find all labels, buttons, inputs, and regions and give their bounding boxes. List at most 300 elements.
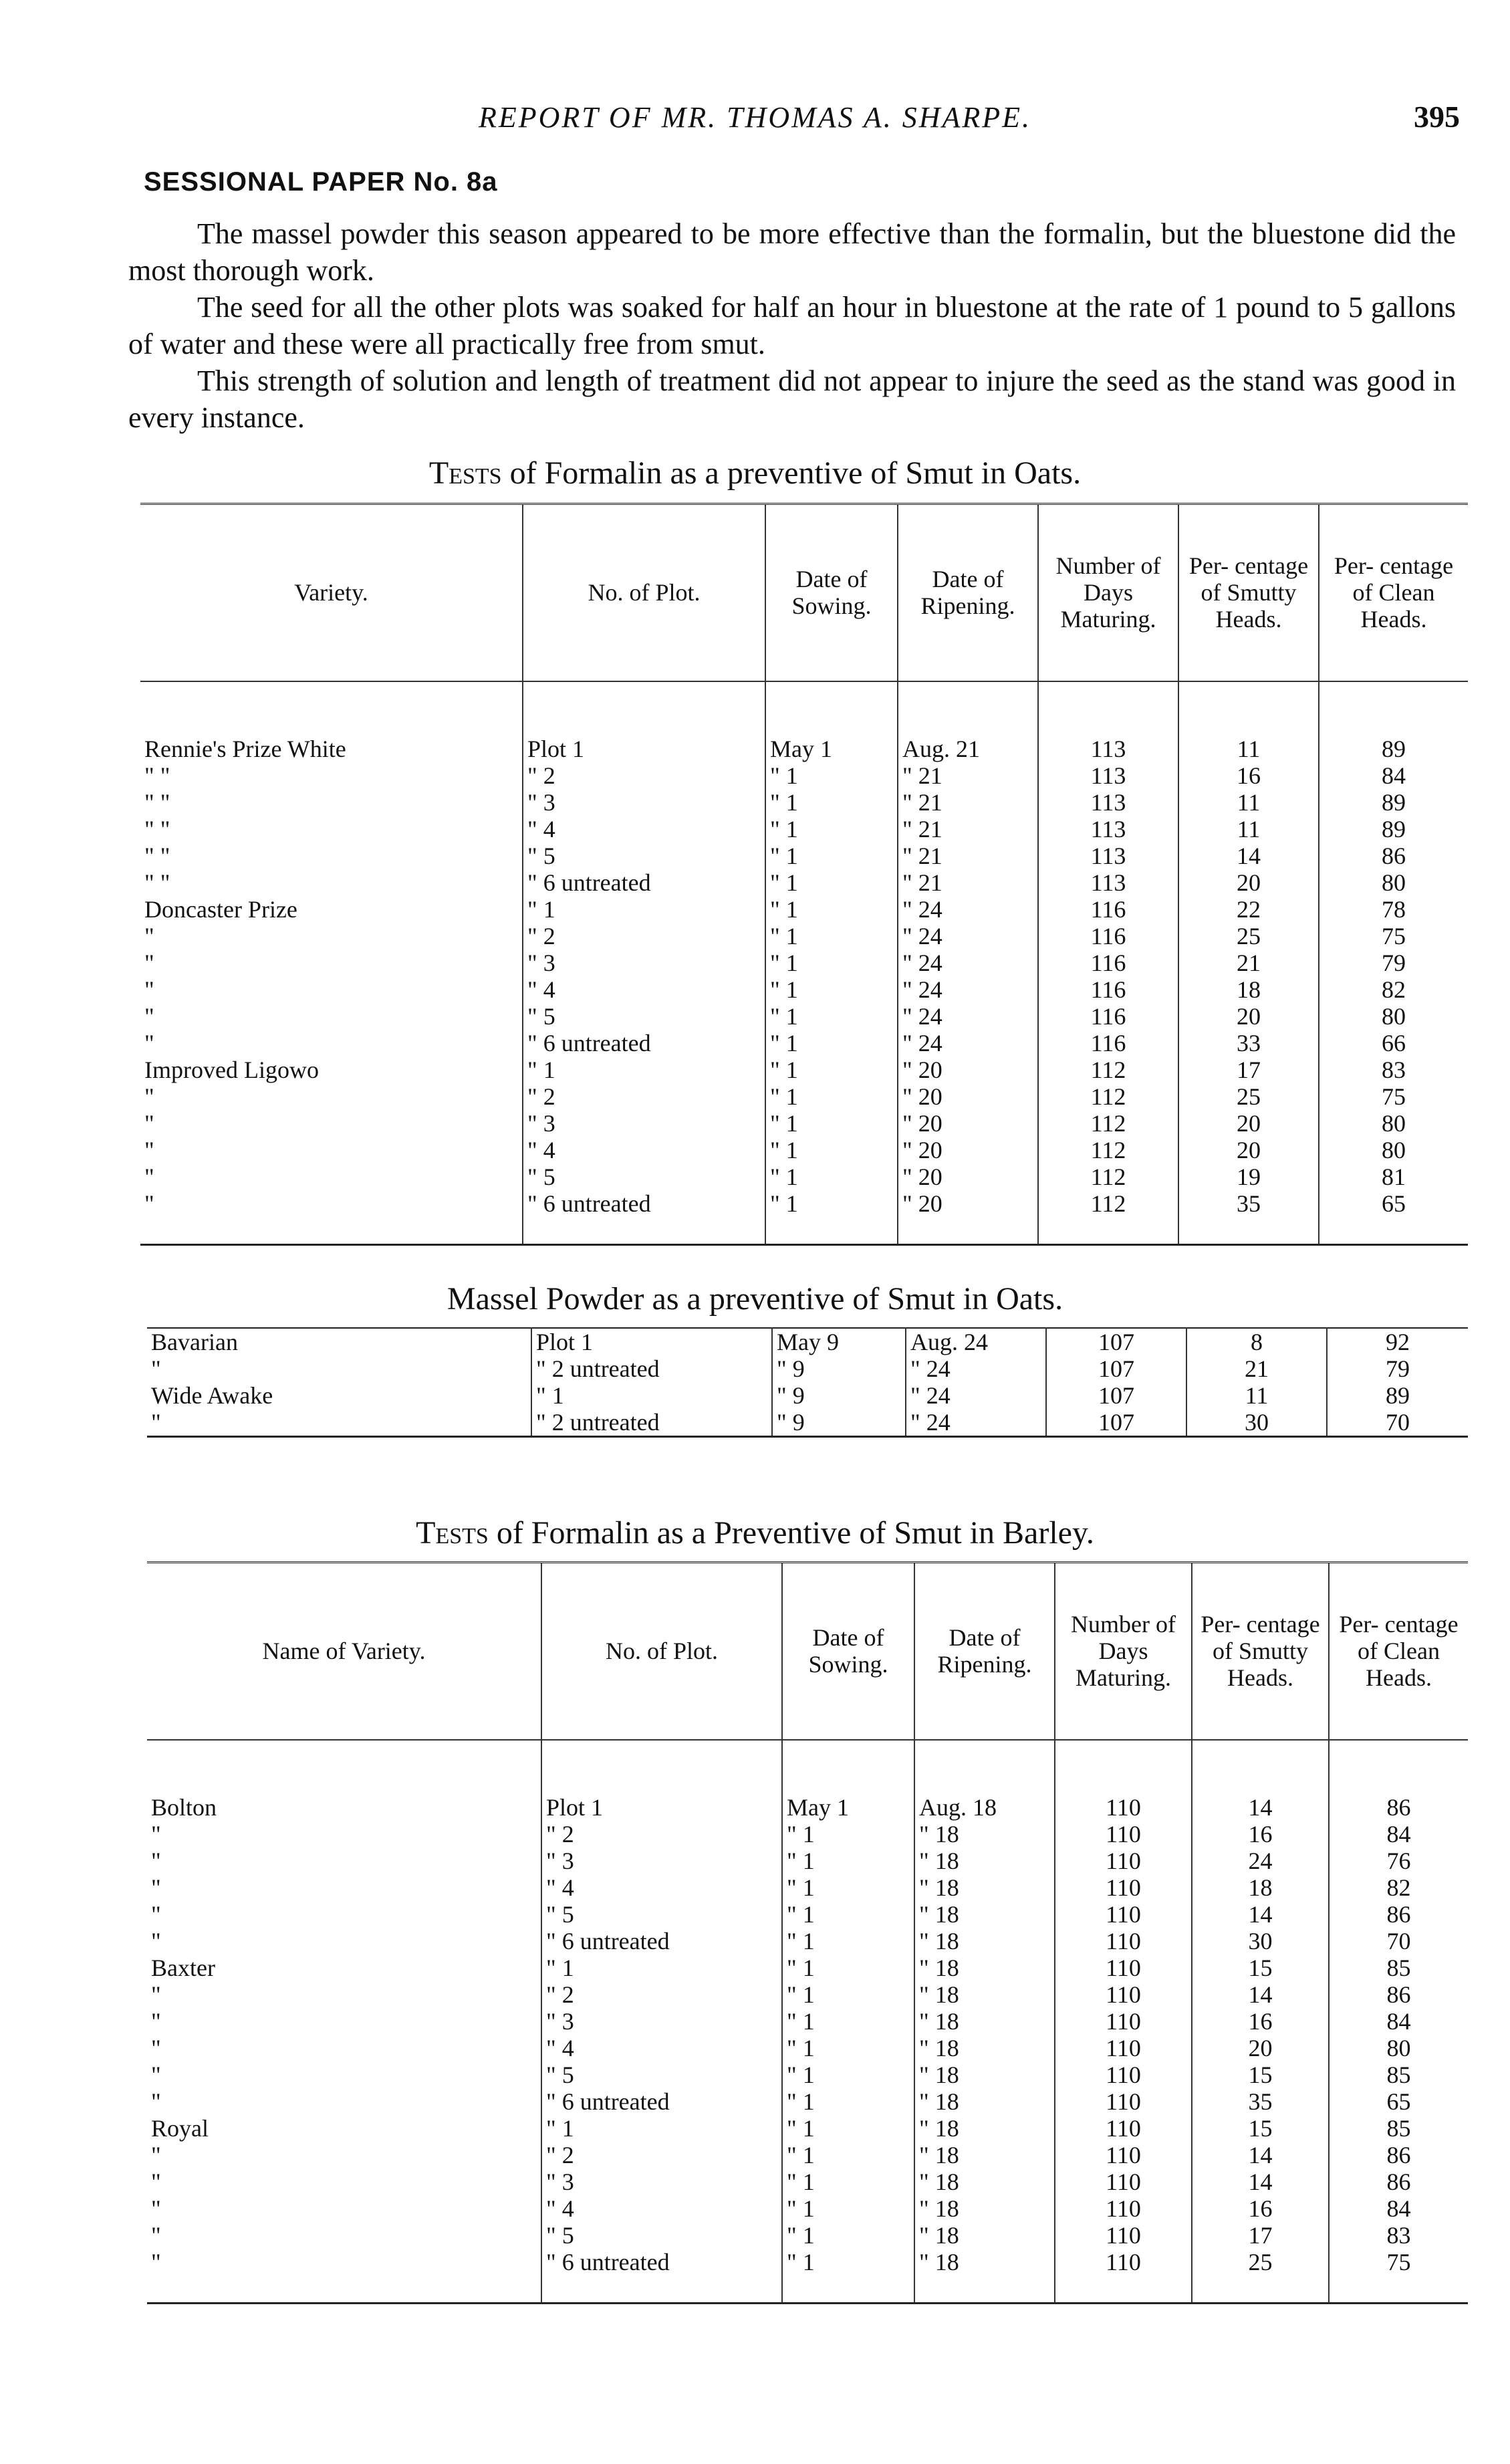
header-clean: Per- centage of Clean Heads. <box>1329 1563 1468 1740</box>
spacer-cell <box>541 1740 782 1794</box>
ripening-cell: " 21 <box>898 816 1038 843</box>
variety-cell: " <box>151 2141 161 2168</box>
spacer-cell <box>782 2275 914 2304</box>
sowing-cell: " 1 <box>782 2249 914 2275</box>
smutty-cell: 11 <box>1186 1382 1327 1409</box>
clean-cell: 89 <box>1319 816 1468 843</box>
ripening-cell: " 18 <box>914 2249 1055 2275</box>
days-cell: 110 <box>1055 2008 1192 2035</box>
days-cell: 112 <box>1038 1163 1178 1190</box>
spacer-cell <box>1178 1217 1319 1245</box>
days-cell: 110 <box>1055 1928 1192 1954</box>
smutty-cell: 14 <box>1192 2142 1329 2168</box>
clean-cell: 66 <box>1319 1030 1468 1056</box>
formalin-oats-table <box>140 503 1468 1246</box>
ripening-cell: " 18 <box>914 1928 1055 1954</box>
days-cell: 113 <box>1038 816 1178 843</box>
sowing-cell: " 1 <box>782 2061 914 2088</box>
spacer-cell <box>523 1217 765 1245</box>
table1-caption-rest: of Formalin as a preventive of Smut in Oats. <box>501 455 1082 491</box>
plot-cell: " 5 <box>541 2061 782 2088</box>
clean-cell: 84 <box>1329 1821 1468 1847</box>
formalin-barley-table <box>147 1561 1468 2304</box>
plot-cell: Plot 1 <box>523 736 765 762</box>
ripening-cell: " 18 <box>914 2088 1055 2115</box>
days-cell: 116 <box>1038 976 1178 1003</box>
ripening-cell: " 24 <box>898 949 1038 976</box>
smutty-cell: 30 <box>1192 1928 1329 1954</box>
smutty-cell: 21 <box>1178 949 1319 976</box>
variety-cell: " <box>151 1355 161 1382</box>
sowing-cell: " 1 <box>782 2195 914 2222</box>
spacer-cell <box>1319 681 1468 736</box>
smutty-cell: 18 <box>1178 976 1319 1003</box>
plot-cell: " 2 <box>523 1083 765 1110</box>
ripening-cell: " 24 <box>898 1030 1038 1056</box>
days-cell: 110 <box>1055 1954 1192 1981</box>
plot-cell: " 4 <box>523 976 765 1003</box>
sowing-cell: " 1 <box>765 1190 898 1217</box>
smutty-cell: 25 <box>1178 923 1319 949</box>
plot-cell: " 6 untreated <box>541 1928 782 1954</box>
sowing-cell: " 1 <box>765 1003 898 1030</box>
table-row <box>147 1328 1468 1355</box>
table-row <box>147 1901 1468 1928</box>
ripening-cell: " 21 <box>898 789 1038 816</box>
table-row <box>140 789 1468 816</box>
ripening-cell: " 24 <box>906 1409 1046 1437</box>
header-plot: No. of Plot. <box>541 1563 782 1740</box>
clean-cell: 86 <box>1329 1901 1468 1928</box>
variety-cell: " <box>144 1163 154 1190</box>
smutty-cell: 15 <box>1192 1954 1329 1981</box>
variety-cell: " <box>144 976 154 1003</box>
sowing-cell: " 1 <box>765 1083 898 1110</box>
clean-cell: 78 <box>1319 896 1468 923</box>
ripening-cell: " 18 <box>914 2008 1055 2035</box>
clean-cell: 70 <box>1327 1409 1468 1437</box>
clean-cell: 81 <box>1319 1163 1468 1190</box>
variety-cell: " <box>144 1002 154 1030</box>
days-cell: 113 <box>1038 843 1178 869</box>
sowing-cell: " 1 <box>765 1110 898 1137</box>
smutty-cell: 20 <box>1192 2035 1329 2061</box>
variety-cell: " <box>144 949 154 976</box>
variety-cell: " <box>151 2168 161 2195</box>
variety-cell: " <box>151 1981 161 2008</box>
table-row <box>140 1163 1468 1190</box>
header-sowing: Date of Sowing. <box>765 504 898 681</box>
spacer-cell <box>1192 2275 1329 2304</box>
spacer-cell <box>914 2275 1055 2304</box>
clean-cell: 80 <box>1319 1003 1468 1030</box>
smutty-cell: 14 <box>1178 843 1319 869</box>
clean-cell: 89 <box>1319 789 1468 816</box>
days-cell: 110 <box>1055 1847 1192 1874</box>
ripening-cell: " 24 <box>906 1382 1046 1409</box>
variety-cell: " <box>144 1190 154 1217</box>
header-smutty: Per- centage of Smutty Heads. <box>1192 1563 1329 1740</box>
variety-cell: " <box>151 1874 161 1901</box>
clean-cell: 86 <box>1329 2142 1468 2168</box>
variety-cell: " <box>151 2248 161 2275</box>
plot-cell: Plot 1 <box>531 1328 772 1355</box>
smutty-cell: 16 <box>1192 2195 1329 2222</box>
clean-cell: 65 <box>1329 2088 1468 2115</box>
smutty-cell: 20 <box>1178 1110 1319 1137</box>
days-cell: 113 <box>1038 789 1178 816</box>
plot-cell: " 3 <box>523 949 765 976</box>
clean-cell: 75 <box>1329 2249 1468 2275</box>
days-cell: 116 <box>1038 896 1178 923</box>
plot-cell: " 6 untreated <box>523 869 765 896</box>
table-row <box>140 896 1468 923</box>
ripening-cell: " 18 <box>914 2061 1055 2088</box>
smutty-cell: 16 <box>1192 1821 1329 1847</box>
massel-oats-table <box>147 1327 1468 1438</box>
ripening-cell: " 20 <box>898 1110 1038 1137</box>
paragraph-3: This strength of solution and length of treatment did not appear to injure the seed as the stand was good in every instance. <box>128 364 1456 434</box>
variety-cell: " <box>151 1927 161 1954</box>
sowing-cell: " 1 <box>765 949 898 976</box>
variety-cell: " <box>151 2007 161 2035</box>
ripening-cell: " 20 <box>898 1056 1038 1083</box>
variety-cell: Royal <box>151 2114 209 2142</box>
variety-cell: Rennie's Prize White <box>144 735 346 762</box>
table3-caption-tests: Tests <box>416 1515 489 1551</box>
spacer-cell <box>1055 1740 1192 1794</box>
days-cell: 113 <box>1038 762 1178 789</box>
plot-cell: " 4 <box>541 1874 782 1901</box>
variety-cell: " <box>151 2034 161 2061</box>
clean-cell: 80 <box>1319 1110 1468 1137</box>
spacer-cell <box>1329 2275 1468 2304</box>
ripening-cell: " 24 <box>898 923 1038 949</box>
ripening-cell: " 18 <box>914 2168 1055 2195</box>
sowing-cell: " 1 <box>782 2168 914 2195</box>
table-row <box>147 2142 1468 2168</box>
table-row <box>147 2249 1468 2275</box>
table-row <box>140 816 1468 843</box>
header-days: Number of Days Maturing. <box>1055 1563 1192 1740</box>
variety-cell: " <box>151 2088 161 2115</box>
smutty-cell: 16 <box>1178 762 1319 789</box>
clean-cell: 89 <box>1319 736 1468 762</box>
smutty-cell: 18 <box>1192 1874 1329 1901</box>
plot-cell: " 1 <box>523 896 765 923</box>
sowing-cell: " 1 <box>765 976 898 1003</box>
plot-cell: " 6 untreated <box>541 2249 782 2275</box>
sowing-cell: " 1 <box>765 1056 898 1083</box>
ripening-cell: " 20 <box>898 1163 1038 1190</box>
days-cell: 112 <box>1038 1190 1178 1217</box>
table3-caption-rest: of Formalin as a Preventive of Smut in Barley. <box>488 1515 1094 1551</box>
clean-cell: 79 <box>1327 1355 1468 1382</box>
table-row <box>147 1981 1468 2008</box>
days-cell: 112 <box>1038 1110 1178 1137</box>
sowing-cell: " 9 <box>772 1355 906 1382</box>
table-row <box>140 1190 1468 1217</box>
smutty-cell: 22 <box>1178 896 1319 923</box>
sessional-paper-label: SESSIONAL PAPER No. 8a <box>144 167 498 197</box>
ripening-cell: Aug. 24 <box>906 1328 1046 1355</box>
sowing-cell: " 1 <box>782 2088 914 2115</box>
clean-cell: 83 <box>1329 2222 1468 2249</box>
table-row <box>147 1794 1468 1821</box>
table-row <box>147 2008 1468 2035</box>
ripening-cell: " 18 <box>914 1981 1055 2008</box>
header-ripening: Date of Ripening. <box>898 504 1038 681</box>
header-sowing: Date of Sowing. <box>782 1563 914 1740</box>
spacer-cell <box>1319 1217 1468 1245</box>
variety-cell: " <box>144 922 154 949</box>
smutty-cell: 20 <box>1178 869 1319 896</box>
table-row <box>147 1382 1468 1409</box>
clean-cell: 89 <box>1327 1382 1468 1409</box>
sowing-cell: " 1 <box>782 1821 914 1847</box>
header-variety: Variety. <box>140 504 523 681</box>
ripening-cell: " 20 <box>898 1083 1038 1110</box>
clean-cell: 79 <box>1319 949 1468 976</box>
ripening-cell: " 20 <box>898 1190 1038 1217</box>
days-cell: 110 <box>1055 2142 1192 2168</box>
ripening-cell: Aug. 21 <box>898 736 1038 762</box>
table-row <box>140 762 1468 789</box>
table-row <box>147 2035 1468 2061</box>
plot-cell: " 3 <box>523 1110 765 1137</box>
spacer-cell <box>147 1740 541 1794</box>
ripening-cell: " 18 <box>914 1901 1055 1928</box>
plot-cell: " 2 <box>541 1981 782 2008</box>
sowing-cell: " 1 <box>782 2008 914 2035</box>
ripening-cell: " 18 <box>914 1874 1055 1901</box>
header-days: Number of Days Maturing. <box>1038 504 1178 681</box>
table-row <box>140 1083 1468 1110</box>
clean-cell: 85 <box>1329 2061 1468 2088</box>
sowing-cell: " 1 <box>765 1163 898 1190</box>
ripening-cell: " 18 <box>914 2195 1055 2222</box>
smutty-cell: 14 <box>1192 1901 1329 1928</box>
spacer-cell <box>1178 681 1319 736</box>
table-row <box>140 869 1468 896</box>
days-cell: 110 <box>1055 2061 1192 2088</box>
smutty-cell: 17 <box>1178 1056 1319 1083</box>
table-row <box>147 1355 1468 1382</box>
clean-cell: 83 <box>1319 1056 1468 1083</box>
sowing-cell: " 1 <box>765 1030 898 1056</box>
sowing-cell: " 1 <box>765 843 898 869</box>
clean-cell: 75 <box>1319 1083 1468 1110</box>
table-row <box>140 736 1468 762</box>
clean-cell: 86 <box>1329 2168 1468 2195</box>
sowing-cell: " 1 <box>782 1928 914 1954</box>
ripening-cell: " 20 <box>898 1137 1038 1163</box>
plot-cell: " 2 <box>541 1821 782 1847</box>
sowing-cell: " 1 <box>765 923 898 949</box>
sowing-cell: " 1 <box>782 1847 914 1874</box>
table-row <box>147 1954 1468 1981</box>
table-row <box>140 949 1468 976</box>
smutty-cell: 30 <box>1186 1409 1327 1437</box>
sowing-cell: " 9 <box>772 1409 906 1437</box>
variety-cell: " <box>144 1136 154 1163</box>
sowing-cell: May 1 <box>782 1794 914 1821</box>
ripening-cell: " 18 <box>914 1847 1055 1874</box>
table1-caption-tests: Tests <box>428 455 502 491</box>
ripening-cell: " 18 <box>914 1821 1055 1847</box>
variety-cell: Wide Awake <box>151 1382 273 1409</box>
variety-cell: Doncaster Prize <box>144 895 297 923</box>
smutty-cell: 25 <box>1192 2249 1329 2275</box>
days-cell: 116 <box>1038 1003 1178 1030</box>
ripening-cell: " 18 <box>914 1954 1055 1981</box>
smutty-cell: 35 <box>1192 2088 1329 2115</box>
variety-cell: Improved Ligowo <box>144 1056 319 1083</box>
spacer-cell <box>914 1740 1055 1794</box>
days-cell: 110 <box>1055 1981 1192 2008</box>
smutty-cell: 17 <box>1192 2222 1329 2249</box>
smutty-cell: 11 <box>1178 816 1319 843</box>
paragraph-1: The massel powder this season appeared to be more effective than the formalin, but the bluestone did the most thorough work. <box>128 217 1456 287</box>
days-cell: 110 <box>1055 2035 1192 2061</box>
ripening-cell: " 18 <box>914 2222 1055 2249</box>
smutty-cell: 16 <box>1192 2008 1329 2035</box>
smutty-cell: 14 <box>1192 2168 1329 2195</box>
variety-cell: Baxter <box>151 1954 215 1981</box>
smutty-cell: 33 <box>1178 1030 1319 1056</box>
days-cell: 107 <box>1046 1355 1186 1382</box>
days-cell: 112 <box>1038 1083 1178 1110</box>
variety-cell: " <box>151 1409 161 1436</box>
plot-cell: " 3 <box>541 2168 782 2195</box>
clean-cell: 84 <box>1329 2195 1468 2222</box>
sowing-cell: " 1 <box>765 896 898 923</box>
running-title: REPORT OF MR. THOMAS A. SHARPE. <box>478 101 1032 134</box>
days-cell: 107 <box>1046 1382 1186 1409</box>
days-cell: 116 <box>1038 949 1178 976</box>
clean-cell: 82 <box>1319 976 1468 1003</box>
days-cell: 110 <box>1055 2195 1192 2222</box>
clean-cell: 80 <box>1319 869 1468 896</box>
spacer-cell <box>147 2275 541 2304</box>
smutty-cell: 20 <box>1178 1003 1319 1030</box>
spacer-cell <box>1038 1217 1178 1245</box>
days-cell: 110 <box>1055 2088 1192 2115</box>
smutty-cell: 24 <box>1192 1847 1329 1874</box>
page-number: 395 <box>1414 100 1460 134</box>
header-plot: No. of Plot. <box>523 504 765 681</box>
clean-cell: 80 <box>1319 1137 1468 1163</box>
variety-cell: " " <box>144 788 170 816</box>
sowing-cell: " 1 <box>782 1901 914 1928</box>
smutty-cell: 19 <box>1178 1163 1319 1190</box>
sowing-cell: " 1 <box>782 1981 914 2008</box>
variety-cell: " " <box>144 815 170 843</box>
spacer-cell <box>140 681 523 736</box>
smutty-cell: 11 <box>1178 736 1319 762</box>
plot-cell: " 1 <box>541 2115 782 2142</box>
smutty-cell: 25 <box>1178 1083 1319 1110</box>
days-cell: 107 <box>1046 1409 1186 1437</box>
variety-cell: " <box>151 2195 161 2222</box>
plot-cell: " 5 <box>541 2222 782 2249</box>
clean-cell: 70 <box>1329 1928 1468 1954</box>
table3-caption <box>0 1515 1510 1551</box>
days-cell: 110 <box>1055 1794 1192 1821</box>
clean-cell: 92 <box>1327 1328 1468 1355</box>
spacer-cell <box>898 681 1038 736</box>
table-row <box>140 1110 1468 1137</box>
days-cell: 110 <box>1055 2222 1192 2249</box>
plot-cell: Plot 1 <box>541 1794 782 1821</box>
ripening-cell: " 21 <box>898 869 1038 896</box>
smutty-cell: 14 <box>1192 1794 1329 1821</box>
variety-cell: " <box>151 1820 161 1847</box>
spacer-cell <box>1055 2275 1192 2304</box>
ripening-cell: " 18 <box>914 2142 1055 2168</box>
ripening-cell: " 24 <box>906 1355 1046 1382</box>
smutty-cell: 14 <box>1192 1981 1329 2008</box>
days-cell: 116 <box>1038 1030 1178 1056</box>
smutty-cell: 11 <box>1178 789 1319 816</box>
spacer-cell <box>1038 681 1178 736</box>
clean-cell: 75 <box>1319 923 1468 949</box>
spacer-cell <box>1329 1740 1468 1794</box>
plot-cell: " 3 <box>523 789 765 816</box>
spacer-cell <box>782 1740 914 1794</box>
clean-cell: 86 <box>1319 843 1468 869</box>
clean-cell: 84 <box>1319 762 1468 789</box>
header-ripening: Date of Ripening. <box>914 1563 1055 1740</box>
smutty-cell: 20 <box>1178 1137 1319 1163</box>
plot-cell: " 2 <box>541 2142 782 2168</box>
spacer-cell <box>898 1217 1038 1245</box>
table-row <box>140 1056 1468 1083</box>
ripening-cell: " 18 <box>914 2115 1055 2142</box>
clean-cell: 65 <box>1319 1190 1468 1217</box>
variety-cell: " <box>151 1847 161 1874</box>
clean-cell: 84 <box>1329 2008 1468 2035</box>
sowing-cell: " 1 <box>782 2035 914 2061</box>
days-cell: 107 <box>1046 1328 1186 1355</box>
sowing-cell: " 1 <box>765 762 898 789</box>
table-row <box>140 1003 1468 1030</box>
smutty-cell: 15 <box>1192 2061 1329 2088</box>
days-cell: 113 <box>1038 869 1178 896</box>
smutty-cell: 15 <box>1192 2115 1329 2142</box>
table-row <box>147 2115 1468 2142</box>
table-row <box>140 1137 1468 1163</box>
variety-cell: " <box>151 1900 161 1928</box>
smutty-cell: 35 <box>1178 1190 1319 1217</box>
clean-cell: 82 <box>1329 1874 1468 1901</box>
table-row <box>140 923 1468 949</box>
sowing-cell: " 9 <box>772 1382 906 1409</box>
smutty-cell: 8 <box>1186 1328 1327 1355</box>
plot-cell: " 2 untreated <box>531 1355 772 1382</box>
table-row <box>147 2222 1468 2249</box>
header-clean: Per- centage of Clean Heads. <box>1319 504 1468 681</box>
ripening-cell: " 24 <box>898 896 1038 923</box>
sowing-cell: " 1 <box>765 789 898 816</box>
table-row <box>147 2195 1468 2222</box>
spacer-cell <box>541 2275 782 2304</box>
variety-cell: Bolton <box>151 1793 217 1821</box>
days-cell: 110 <box>1055 1874 1192 1901</box>
clean-cell: 85 <box>1329 2115 1468 2142</box>
variety-cell: Bavarian <box>151 1329 238 1355</box>
days-cell: 112 <box>1038 1137 1178 1163</box>
